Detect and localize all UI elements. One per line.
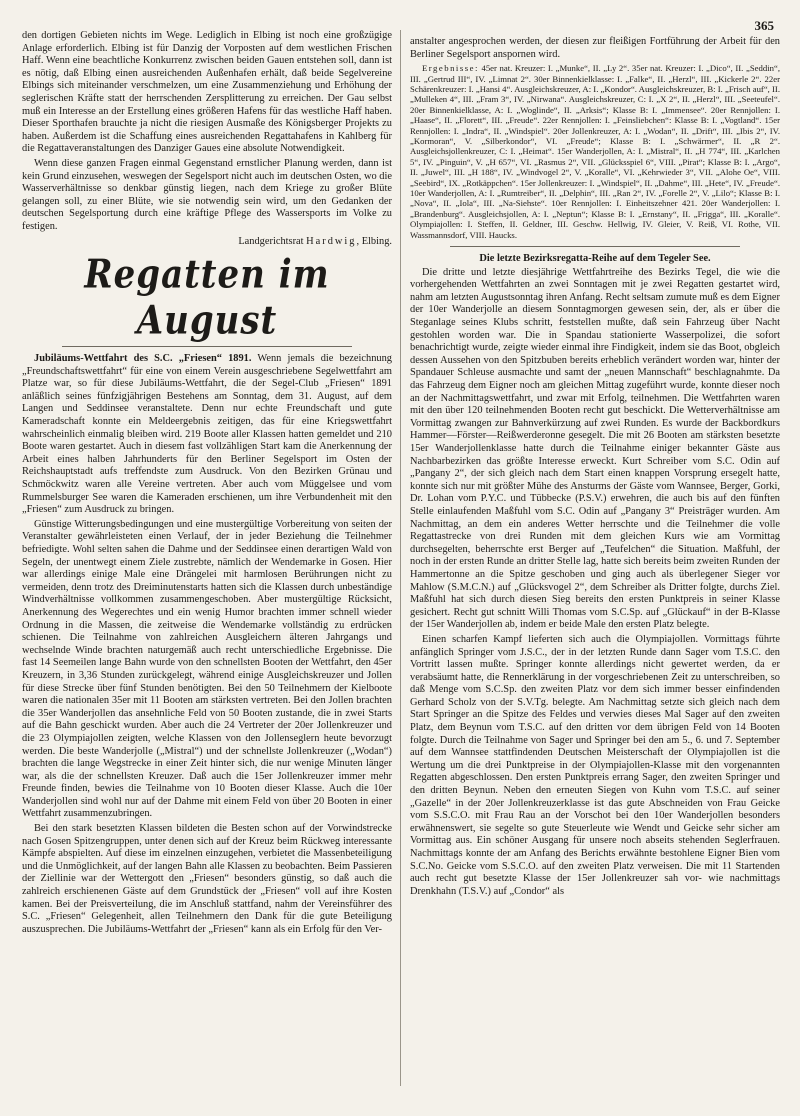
intro-paragraph-1: den dortigen Gebieten nichts im Wege. Lediglich in Elbing ist noch eine großzügige Anlage erforderlich. Elbing ist für Danzig der Vorposten auf dem westlichen Frischen Haff. Wenn eine beachtliche Konkurrenz zwischen beiden Gauen entstehen soll, dann ist es nötig, daß Elbing einen ausreichenden Außenhafen erhält, daß beide Segelvereine Elbings sich miteinander verschmelzen, um eine Zusammenziehung und Erhöhung der seglerischen Kräfte statt der herrschenden Zersplitterung zu erreichen. Der Gau selbst muß ein Interesse an der Erstellung eines größeren Hafens für das westliche Haff haben. Dieser Sporthafen brauchte ja nicht die riesigen Ausmaße des Königsberger Projekts zu haben. Außerdem ist die Schaffung eines ausreichenden Regattahafens in Kahlberg für die Regattaveranstaltungen des Danziger Gaues eine absolute Notwendigkeit.: [22, 30, 392, 155]
right-column: [410, 36, 780, 1086]
lead-paragraph: [22, 353, 392, 517]
signature-name: Hardwig: [306, 235, 357, 247]
body-paragraph-1: Günstige Witterungsbedingungen und eine mustergültige Vorbereitung von seiten der Veranstalter gewährleisteten einen Verlauf, der in jeder Beziehung die Teilnehmer befriedigte. Wohl selten sahen die Dahme und der Seddinsee einen derartigen Wald von Segeln, der unentwegt einem Ziele zustrebte, nämlich der Wendemarke in Gosen. Hier war allerdings einige Male eine Drängelei mit harmlosen Berührungen nicht zu vermeiden, denn trotz des Dreiminutenstarts hatten sich die Klassen durch unbeständige Windverhältnisse vollkommen zusammengeschoben. Aber mustergültige Rücksicht, Anerkennung des Wegerechtes und ein wenig Humor brachten immer schnell wieder Ordnung in die Massen, die zeitweise die Wendemarke vollständig zu erdrücken schienen. Die Teilnahme von zahlreichen Ausgleichern älteren Jahrgangs und wechselnde Winde brachten naturgemäß auch recht unterschiedliche Ergebnisse. Die fast 14 Seemeilen lange Bahn wurde von den schnellsten Booten der Wettfahrt, den 45er Kreuzern, in 3,36 Stunden zurückgelegt, während einige Ausgleichskreuzer und Jollen für diese Strecke über fünf Stunden benötigten. Bei den 50 Teilnehmern der Kielboote waren die nationalen 35er mit 11 Booten am stärksten vertreten. Bei den Jollen brachten die 35er Wanderjollen das ansehnliche Feld von 50 Booten zustande, die in zwei Starts auf die Bahn geschickt wurden. Aber auch die 24 Vertreter der 20er Jollenkreuzer und die 23 Olympiajollen zeigten, welche Klassen von den Jollenseglern heute bevorzugt werden. Die beste Wanderjolle („Mistral“) und der schnellste Jollenkreuzer („Wodan“) brachten die lange Wegstrecke in einer Zeit hinter sich, die nur wenige Minuten länger war, als die der schnellsten Kreuzer. Daß auch die 15er Jollenkreuzer immer mehr Freunde finden, bewies die Teilnahme von 10 Booten dieser Klasse. Auch die 10er Wanderjollen sind wohl nur auf der Dahme mit einem Feld von über 20 Booten in einer Wettfahrt zusammenzubringen.: [22, 518, 392, 820]
signature-suffix: , Elbing.: [356, 235, 392, 247]
author-signature: [22, 236, 392, 249]
lead-title: Jubiläums-Wettfahrt des S.C. „Friesen“ 1891.: [34, 353, 252, 365]
results-rule: [450, 246, 740, 247]
intro-paragraph-2: Wenn diese ganzen Fragen einmal Gegenstand ernstlicher Planung werden, dann ist kein Grund einzusehen, weswegen der Segelsport nicht auch im deutschen Osten, wo die Wasserverhältnisse so denkbar günstig liegen, nach dem Kriege zu großer Blüte gelangen soll, zu einer Blüte, wie sie notwendig sein wird, um den Gedanken der deutschen Segelsportung durch eine kräftige Pflege des Wassersports im Volke zu festigen.: [22, 157, 392, 232]
signature-prefix: Landgerichtsrat: [238, 235, 307, 247]
tegel-paragraph-2: Einen scharfen Kampf lieferten sich auch die Olympiajollen. Vormittags führte anfänglich Springer vom J.S.C., der in der letzten Runde dann Sager vom T.S.C. den Vortritt lassen mußte. Springer konnte allerdings nicht gewertet werden, da er verabsäumt hatte, die Rennerklärung in der vorgeschriebenen Zeit zu unterschreiben, so daß Menge vom S.C.Sp. den zweiten Platz vor dem sich immer besser einfindenden Gerhard Scholz von der S.V.Tg. belegte. Am Nachmittag setzte sich gleich nach dem Start Springer an die Spitze des Feldes und verwies dieses Mal Sager auf den zweiten Platz, dem Beynun vom T.S.C. auf den dritten vor dem übrigen Feld von 14 Booten folgte. Durch die Teilnahme von Sager und Springer bei den am 5., 6. und 7. September auf dem Wannsee stattfindenden Deutschen Meisterschaft der Olympiajollen ist die Wertung um die drei Punktpreise in der Olympiajollen-Klasse mit den vorgenannten Regatten abgeschlossen. Den ersten Punktpreis errang Sager, den zweiten Springer und den dritten Beynun. Neben den erneuten Siegen von Kuhn vom T.S.C. auf seiner „Gazelle“ in der 20er Jollenkreuzerklasse ist das gute Abschneiden von Frau Geicke vom S.S.C.O. mit Frau Rau an der Vorschot bei den 10er Wanderjollen besonders erwähnenswert, sie segelte so gute Steuerleute wie Wendt und Geicke sehr sicher am Vormittag aus. Ein schöner Ausgang für unsere noch abseits stehenden Seglerfrauen. Nachmittags konnte der am Anfang des Berichts erwähnte bestohlene Eigner Bien vom S.C.No. Geicke vom S.S.C.O. auf den zweiten Platz verweisen. Die mit 11 Startenden auch recht gut besetzte Klasse der 15er Jollenkreuzer sah vor- wie nachmittags Drenkhahn (T.S.V.) auf „Condor“ als: [410, 633, 780, 897]
continuation-paragraph: anstalter angesprochen werden, der diesen zur fleißigen Fortführung der Arbeit für den Berliner Segelsport anspornen wird.: [410, 36, 780, 60]
results-text: 45er nat. Kreuzer: I. „Munke“, II. „Ly 2“. 35er nat. Kreuzer: I. „Dico“, II. „Seddin“, III. „Gertrud III“, IV. „Limnat 2“. 30er Binnenkielklasse: I. „Falke“, II. „Herzl“, III. „Kickerle 2“. 22er Schärenkreuzer: I. „Hansi 4“. Ausgleichskreuzer, A: I. „Kondor“. Ausgleichskreuzer, B: I. „Frisch auf“, II. „Mulleken 4“, III. „Fram 3“, IV. „Nirwana“. Ausgleichskreuzer, C: I. „X 2“, II. „Herzl“, III. „Seeteufel“. 20er Binnenkielklasse, A: I. „Woglinde“, II. „Arksis“; Klasse B: I. „Immensee“. 20er Rennjollen: I. „Haase“, II. „Florett“, III. „Freude“. 22er Rennjollen: I. „Feinsliebchen“: Klasse B: I. „Vogtland“. 15er Rennjollen: I. „Indra“, II. „Windspiel“. 20er Jollenkreuzer, A: I. „Wodan“, II. „Drift“, III. „Ibis 2“, IV. „Kormoran“, V. „Silberkondor“, VI. „Freude“; Klasse B: I. „Schwärmer“, II. „R 2“. Ausgleichsjollenkreuzer, C: I. „Heimat“. 15er Wanderjollen, A: I. „Mistral“, II. „H 774“, III. „Karlchen 5“, IV. „Pinguin“, V. „H 657“, VI. „Rasmus 2“, VII. „Glücksspiel 6“, VIII. „Pirat“; Klasse B: I. „Argo“, II. „Juwel“, III. „H 188“, IV. „Windvogel 2“, V. „Koralle“, VI. „Kehrwieder 3“, VII. „Alohe Oe“, VIII. „Seebird“, IX. „Rotkäppchen“. 15er Jollenkreuzer: I. „Windspiel“, II. „Dahme“, III. „Hete“, IV. „Freude“. 10er Wanderjollen, A: I. „Rumtreiber“, II. „Delphin“, III. „Ran 2“, IV. „Forelle 2“, V. „Lilo“; Klasse B: I. „Nova“, II. „Iola“, III. „Na-Siehste“. 10er Rennjollen: I. Einheitszehner 421. 20er Wanderjollen: I. „Brandenburg“. Ausgleichsjollen, A: I. „Neptun“; Klasse B: I. „Ernstany“, II. „Frigga“, III. „Koralle“. Olympiajollen: I. Steffen, II. Geldner, III. Geschw. Hellwig, IV. Gleier, V. Reiß, VI. Rothe, VII. Wassmannsdorf, VIII. Haucks.: [410, 63, 780, 240]
column-divider: [400, 30, 401, 1086]
headline-rule: [62, 346, 352, 347]
left-column: [22, 30, 392, 1086]
page-number: 365: [754, 18, 774, 33]
lead-text: Wenn jemals die bezeichnung „Freundschaftswettfahrt“ für eine von einem Verein ausgeschriebene Segelwettfahrt am Platze war, so für diese Jubiläums-Wettfahrt, die der Segel-Club „Friesen“ 1891 anläßlich seines fünfzigjährigen Bestehens am Sonntag, dem 31. August, auf dem Langen und Seddinsee veranstaltete. Denn nur echte Freundschaft und gute Kameradschaft konnte ein Meldeergebnis zeitigen, das für eine Kriegswettfahrt wahrscheinlich einmalig bleiben wird. 219 Boote aller Klassen hatten gemeldet und 210 Boote waren gestartet. Auch in diesem fast vollzähligen Start kam die Anerkennung der Arbeit eines halben Jahrhunderts für den Berliner Segelsport im Osten der Reichshauptstadt aufs treffendste zum Ausdruck. Von den Bezirken Grünau und Schmöckwitz waren alle Vereine vertreten. Aber auch vom Müggelsee und vom Rummelsburger See waren die Kameraden erschienen, um ihre Verbundenheit mit den „Friesen“ zum Ausdruck zu bringen.: [22, 353, 392, 516]
tegel-paragraph-1: Die dritte und letzte diesjährige Wettfahrtreihe des Bezirks Tegel, die wie die vorhergehenden Wettfahrten an zwei Sonntagen mit je zwei Regatten gestartet wird, nahm am letzten Augustsonntag ihren Anfang. Recht seltsam zumute muß es dem Eigner der 10er Wanderjolle an diesem Sonntagmorgen gewesen sein, der, als er über die Steganlage seines Klubs schritt, feststellen mußte, daß sein Fahrzeug über Nacht gestohlen worden war. Die in Spandau stationierte Wasserpolizei, die sofort benachrichtigt wurde, zeigte wieder einmal ihre Findigkeit, indem sie das Boot, obgleich dessen Aussehen von den Spitzbuben bereits erheblich verändert worden war, hinter der Spandauer Schleuse ausmachte und samt der „neuen Mannschaft“ beschlagnahmte. Da das Fahrzeug dem Eigner noch am gleichen Mittag zugeführt wurde, konnte dieser noch an der Nachmittagswettfahrt, und zwar mit Erfolg, teilnehmen. Die Wettfahrten waren mit den über 120 teilnehmenden Booten recht gut beschickt. Die Wetterverhältnisse am Vormittag zwangen zur Bahnverkürzung auf zwei Runden. Es wurde der Backbordkurs Hammer—Förster—Reißwerderonne gesegelt. Die mit 26 Booten am stärksten besetzte 15er Wanderjollenklasse hatte durch die Teilnahme einiger bekannter Gäste aus Nachbarbezirken das größte Interesse erweckt. Kurt Schreiber vom S.C. Odin auf „Pangany 2“, der sich gleich nach dem Start einen knappen Vorsprung ersegelt hatte, konnte sich nur mit größter Mühe des Ansturms der Gäste vom Wannsee, Berger, Gorki, Dr. Lohan vom P.Y.C. und Tübbecke (P.S.V.) erwehren, die auch bis auf den fünften Stelle einlaufenden Maßfuhl vom S.C. Odin auf „Pangany 3“ Preisträger wurden. Am Nachmittag, an dem ein anderes Wetter herrschte und die Teilnehmer die volle Regattastrecke von drei Runden mit dem gleichen Kurs wie am Vormittag durchsegelten, beherrschte erst Berger auf „Teufelchen“ die Situation. Maßfuhl, der noch in der ersten Runde an dritter Stelle lag, hatte sich bereits beim zweiten Runden der Hammertonne an die Spitze geschoben und ging auch als überlegener Sieger vor Mahlow (S.M.C.N.) auf „Glücksvogel 2“, dem Schreiber als Dritter folgte, durchs Ziel. Maßfuhl hat sich durch diesen Sieg bereits den ersten Punktpreis in seiner Klasse gesichert. Recht gut schnitt Willi Thomas vom S.C.Sp. auf „Glückauf“ in der B-Klasse der 15er Wanderjollen ab, indem er beide Male den ersten Platz belegte.: [410, 266, 780, 631]
body-paragraph-2: Bei den stark besetzten Klassen bildeten die Besten schon auf der Vorwindstrecke nach Gosen Spitzengruppen, unter denen sich auf der Kreuz beim Rückweg interessante Kämpfe abspielten. Auf diese im einzelnen einzugehen, verbietet die Massenbeteiligung und die Unmöglichkeit, auf der langen Bahn alle Klassen zu beobachten. Beim Passieren der Ziellinie war der Wettergott den „Friesen“ besonders günstig, so daß auch die zahlreich erschienenen Gäste auf dem Grundstück der „Friesen“ voll auf ihre Kosten kamen. Bei der Preisverteilung, die im Anschluß stattfand, nahm der Vereinsführer des S.C. „Friesen“ Gelegenheit, allen Teilnehmern den Dank für die gute Beteiligung auszusprechen. Die Jubiläums-Wettfahrt der „Friesen“ kann als ein Erfolg für den Ver-: [22, 823, 392, 935]
tegel-subhead: Die letzte Bezirksregatta-Reihe auf dem Tegeler See.: [479, 253, 711, 265]
section-headline: Regatten im August: [84, 252, 330, 345]
results-list: [410, 63, 780, 240]
results-label: Ergebnisse:: [422, 63, 479, 74]
